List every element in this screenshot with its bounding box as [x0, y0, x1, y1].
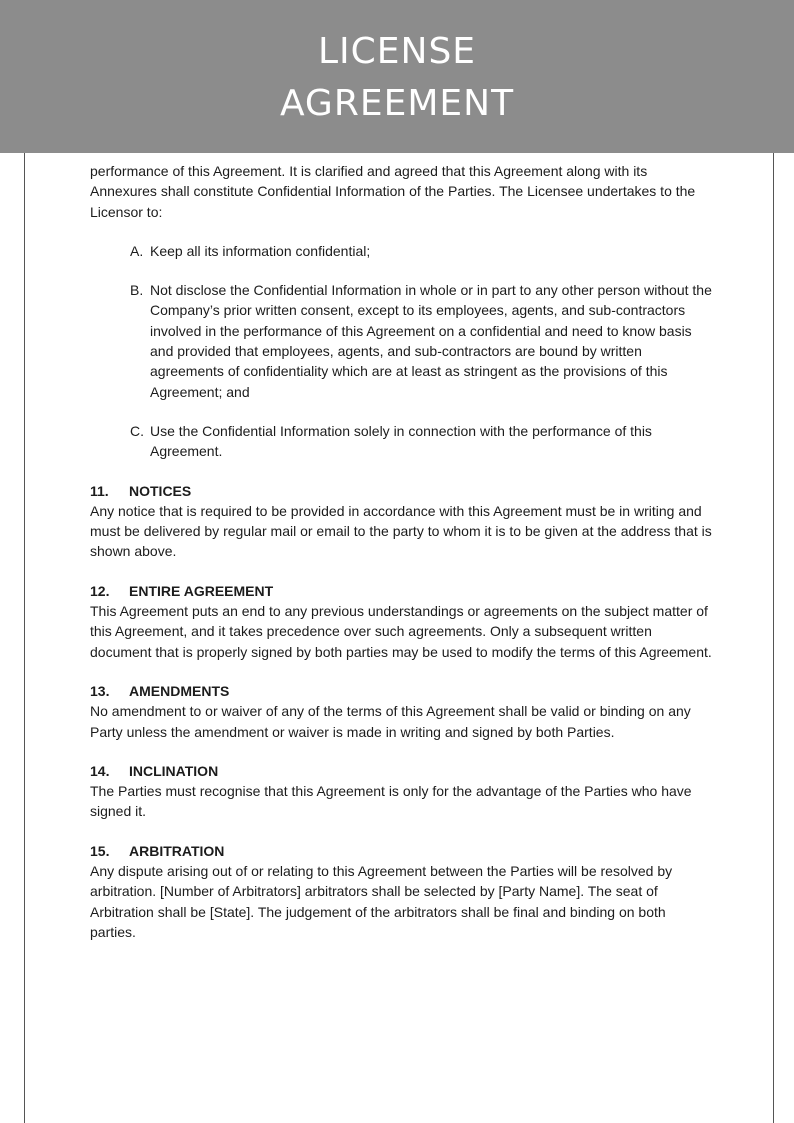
confidentiality-intro: performance of this Agreement. It is clarified and agreed that this Agreement along with its Annexures shall constitute Confidential Information of the Parties. The Licensee undertakes to the Licensor to: [90, 163, 696, 220]
section-title: NOTICES [129, 482, 192, 499]
section-heading-amendments [90, 681, 714, 701]
list-item-text: Keep all its information confidential; [150, 242, 371, 259]
section-heading-entire-agreement [90, 581, 714, 601]
section-body-arbitration: Any dispute arising out of or relating to this Agreement between the Parties will be resolved by arbitration. [Number of Arbitrators] arbitrators shall be selected by [Party Name]. The seat of Arbitration shall be [State]. The judgement of the arbitrators shall be final and binding on both parties. [90, 863, 673, 940]
section-number: 12. [90, 582, 110, 599]
banner-title-line-1: LICENSE [317, 31, 477, 72]
section-number: 14. [90, 762, 110, 779]
list-item [130, 280, 714, 402]
section-body-notices: Any notice that is required to be provided in accordance with this Agreement must be in writing and must be delivered by regular mail or email to the party to whom it is to be given at the address that is shown above. [90, 502, 712, 560]
section-body-entire-agreement: This Agreement puts an end to any previous understandings or agreements on the subject matter of this Agreement, and it takes precedence over such agreements. Only a subsequent written document that is properly signed by both parties may be used to modify the terms of this Agreement. [90, 603, 712, 660]
list-item [130, 241, 714, 261]
title-banner [0, 0, 794, 153]
section-number: 11. [90, 482, 109, 499]
section-heading-inclination [90, 761, 714, 781]
list-marker: B. [130, 282, 144, 299]
section-number: 13. [90, 682, 110, 699]
section-heading-notices [90, 481, 714, 501]
document-body [90, 161, 714, 942]
section-title: ENTIRE AGREEMENT [129, 582, 274, 599]
section-body-inclination: The Parties must recognise that this Agreement is only for the advantage of the Parties who have signed it. [90, 783, 692, 820]
banner-title-line-2: AGREEMENT [279, 83, 515, 124]
list-item-text: Not disclose the Confidential Information in whole or in part to any other person without the Company’s prior written consent, except to its employees, agents, and sub-contractors involved in the performance of this Agreement on a confidential and need to know basis and provided that employees, agents, and sub-contractors are bound by written agreements of confidentiality which are at least as stringent as the provisions of this Agreement; and [150, 282, 712, 400]
list-marker: A. [130, 242, 144, 259]
list-item-text: Use the Confidential Information solely in connection with the performance of this Agreement. [150, 422, 652, 460]
section-number: 15. [90, 842, 110, 859]
list-item [130, 421, 714, 462]
section-body-amendments: No amendment to or waiver of any of the terms of this Agreement shall be valid or binding on any Party unless the amendment or waiver is made in writing and signed by both Parties. [90, 703, 691, 740]
section-title: ARBITRATION [129, 842, 225, 859]
section-heading-arbitration [90, 841, 714, 861]
section-title: AMENDMENTS [129, 682, 230, 699]
list-marker: C. [130, 422, 144, 439]
section-title: INCLINATION [129, 762, 219, 779]
